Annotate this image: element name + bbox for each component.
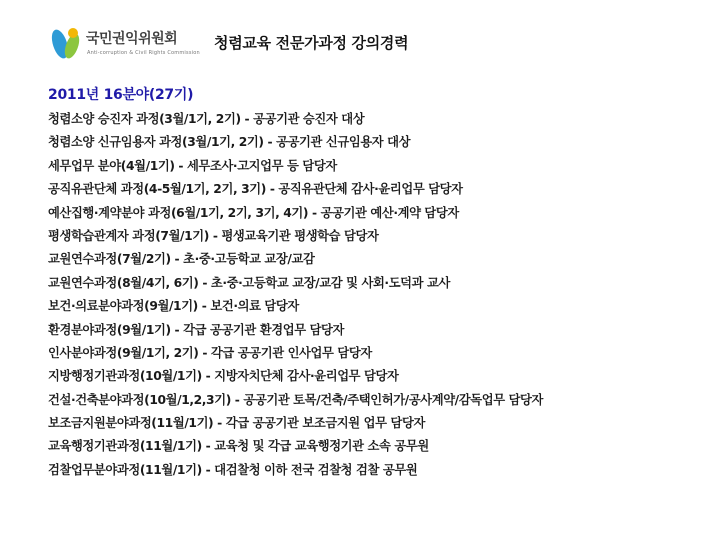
course-item: 지방행정기관과정(10월/1기) - 지방자치단체 감사·윤리업무 담당자 [48,369,399,384]
course-item: 건설·건축분야과정(10월/1,2,3기) - 공공기관 토목/건축/주택인허가/공사계약/감독업무 담당자 [48,392,543,407]
course-item: 청렴소양 신규임용자 과정(3월/1기, 2기) - 공공기관 신규임용자 대상 [48,135,411,150]
course-item: 공직유관단체 과정(4-5월/1기, 2기, 3기) - 공직유관단체 감사·윤리업무 담당자 [48,182,463,197]
course-item: 보조금지원분야과정(11월/1기) - 각급 공공기관 보조금지원 업무 담당자 [48,416,425,431]
logo [50,26,198,66]
logo-subtitle: Anti-corruption & Civil Rights Commission [87,50,200,56]
course-item: 보건·의료분야과정(9월/1기) - 보건·의료 담당자 [48,299,299,314]
header [0,0,720,80]
course-item: 교육행정기관과정(11월/1기) - 교육청 및 각급 교육행정기관 소속 공무원 [48,439,429,454]
course-item: 환경분야과정(9월/1기) - 각급 공공기관 환경업무 담당자 [48,322,345,337]
course-item: 세무업무 분야(4월/1기) - 세무조사·고지업무 등 담당자 [48,158,337,173]
course-item: 교원연수과정(8월/4기, 6기) - 초·중·고등학교 교장/교감 및 사회·도덕과 교사 [48,275,450,290]
course-list [48,108,543,482]
page-title: 청렴교육 전문가과정 강의경력 [214,34,409,52]
acrc-emblem-icon [50,26,82,62]
section-heading: 2011년 16분야(27기) [48,87,194,103]
course-item: 청렴소양 승진자 과정(3월/1기, 2기) - 공공기관 승진자 대상 [48,112,365,126]
course-item: 교원연수과정(7월/2기) - 초·중·고등학교 교장/교감 [48,252,315,267]
logo-name: 국민권익위원회 [86,31,178,47]
course-item: 검찰업무분야과정(11월/1기) - 대검찰청 이하 전국 검찰청 검찰 공무원 [48,462,418,477]
course-item: 평생학습관계자 과정(7월/1기) - 평생교육기관 평생학습 담당자 [48,228,379,243]
course-item: 예산집행·계약분야 과정(6월/1기, 2기, 3기, 4기) - 공공기관 예산·계약 담당자 [48,205,459,220]
course-item: 인사분야과정(9월/1기, 2기) - 각급 공공기관 인사업무 담당자 [48,345,372,360]
